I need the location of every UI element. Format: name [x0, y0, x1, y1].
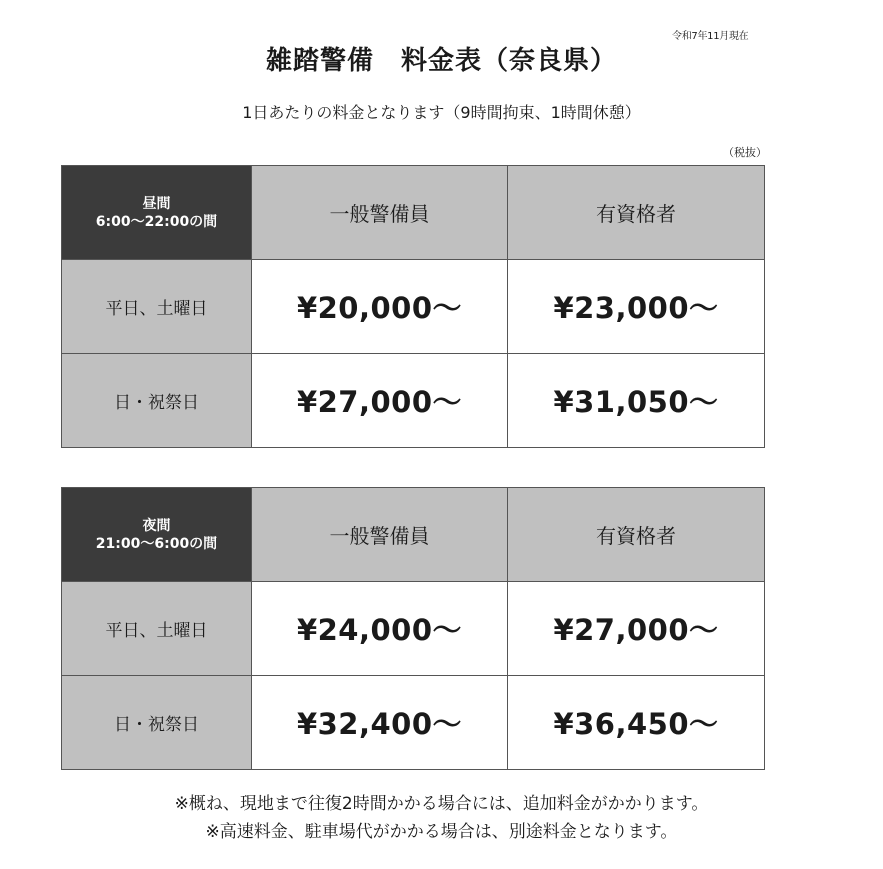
price-general: ¥20,000～	[252, 260, 508, 354]
period-header-day	[62, 166, 252, 260]
price-general: ¥32,400～	[252, 676, 508, 770]
row-header-holiday: 日・祝祭日	[62, 676, 252, 770]
daytime-rate-table	[61, 165, 765, 448]
column-header-general: 一般警備員	[252, 166, 508, 260]
table-row	[62, 260, 765, 354]
date-label: 令和7年11月現在	[672, 31, 749, 42]
nighttime-rate-table	[61, 487, 765, 770]
period-label: 夜間	[142, 517, 171, 534]
period-time: 21:00～6:00の間	[95, 535, 218, 552]
note-toll-parking: ※高速料金、駐車場代がかかる場合は、別途料金となります。	[205, 822, 678, 842]
table-row	[62, 354, 765, 448]
price-qualified: ¥31,050～	[508, 354, 765, 448]
column-header-qualified: 有資格者	[508, 166, 765, 260]
price-qualified: ¥23,000～	[508, 260, 765, 354]
period-label: 昼間	[142, 195, 171, 212]
column-header-qualified: 有資格者	[508, 488, 765, 582]
tax-note: （税抜）	[723, 146, 767, 159]
row-header-weekday: 平日、土曜日	[62, 260, 252, 354]
column-header-general: 一般警備員	[252, 488, 508, 582]
row-header-holiday: 日・祝祭日	[62, 354, 252, 448]
page-title: 雑踏警備 料金表（奈良県）	[265, 46, 617, 76]
table-row	[62, 582, 765, 676]
note-travel-surcharge: ※概ね、現地まで往復2時間かかる場合には、追加料金がかかります。	[174, 794, 709, 814]
table-row	[62, 676, 765, 770]
price-qualified: ¥36,450～	[508, 676, 765, 770]
price-general: ¥24,000～	[252, 582, 508, 676]
period-time: 6:00～22:00の間	[95, 213, 218, 230]
price-qualified: ¥27,000～	[508, 582, 765, 676]
footnotes	[0, 790, 883, 846]
subtitle: 1日あたりの料金となります（9時間拘束、1時間休憩）	[242, 103, 641, 122]
price-general: ¥27,000～	[252, 354, 508, 448]
row-header-weekday: 平日、土曜日	[62, 582, 252, 676]
period-header-night	[62, 488, 252, 582]
